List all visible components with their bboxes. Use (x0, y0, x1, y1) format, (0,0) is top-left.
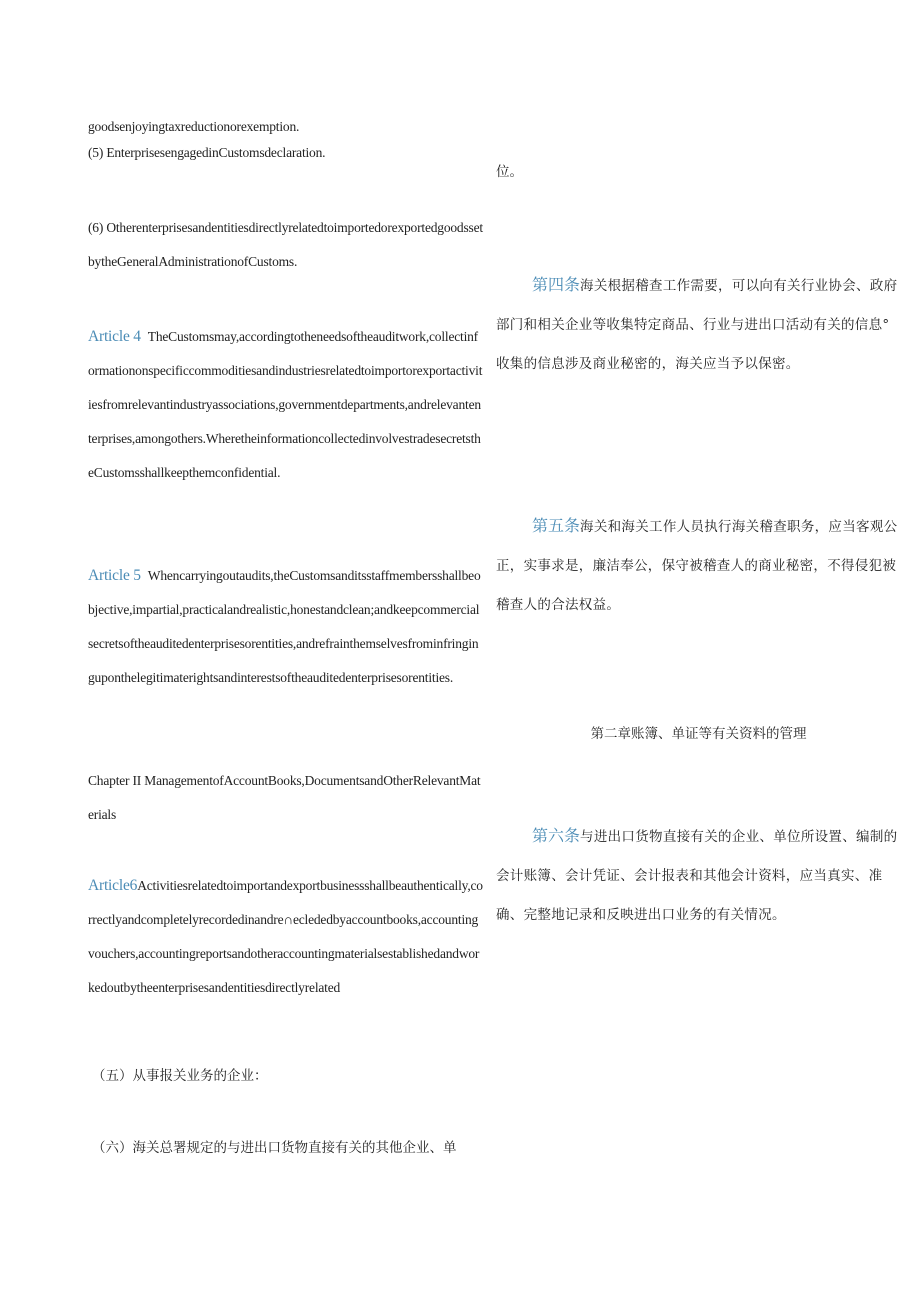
article-label: Article6 (88, 877, 138, 894)
article-text: TheCustomsmay,accordingtotheneedsoftheauditwork,collectinformationonspecificcommoditiesandindustriesrelatedtoimportorexportactivitiesfromrelevantindustryassociations,governmentdepartments,andrelevantenterprises,amongothers.WheretheinformationcollectedinvolvestradesecretstheCustomsshallkeepthemconfidential. (88, 329, 483, 480)
article-label: Article 5 (88, 567, 141, 584)
article-text: 海关和海关工作人员执行海关稽查职务，应当客观公正，实事求是，廉洁奉公，保守被稽查人的商业秘密，不得侵犯被稽查人的合法权益。 (496, 519, 898, 613)
article-text: Activitiesrelatedtoimportandexportbusinessshallbeauthentically,correctlyandcompletelyrecordedinandre∩eclededbyaccountbooks,accountingvouchers,accountingreportsandotheraccountingmaterialsestablishedandworkedoutbytheenterprisesandentitiesdirectlyrelated (88, 878, 483, 995)
chapter-heading-zh: 第二章账簿、单证等有关资料的管理 (590, 726, 807, 742)
zh-list-item-5: （五）从事报关业务的企业： (92, 1068, 268, 1084)
article-label: Article 4 (88, 328, 141, 345)
article-text: 与进出口货物直接有关的企业、单位所设置、编制的会计账簿、会计凭证、会计报表和其他会计资料，应当真实、准确、完整地记录和反映进出口业务的有关情况。 (496, 829, 898, 923)
text-line: goodsenjoyingtaxreductionorexemption. (88, 119, 300, 134)
continuation-text: 位。 (496, 164, 523, 180)
article-4-en (88, 320, 483, 490)
article-6-en (88, 869, 483, 1005)
article-5-zh (496, 506, 901, 625)
article-text: Whencarryingoutaudits,theCustomsanditsstaffmembersshallbeobjective,impartial,practicalandrealistic,honestandclean;andkeepcommercialsecretsoftheauditedenterprisesorentities,andrefrainthemselvesfrominfringinguponthelegitimaterightsandinterestsoftheauditedenterprisesorentities. (88, 568, 481, 685)
zh-list-item-6: （六）海关总署规定的与进出口货物直接有关的其他企业、单 (92, 1140, 457, 1156)
article-6-zh (496, 816, 901, 935)
article-text: 海关根据稽查工作需要，可以向有关行业协会、政府部门和相关企业等收集特定商品、行业与进出口活动有关的信息°收集的信息涉及商业秘密的，海关应当予以保密。 (496, 278, 898, 372)
article-label: 第四条 (532, 275, 581, 294)
article-label: 第五条 (532, 516, 581, 535)
article-5-en (88, 559, 483, 695)
list-item-5: (5) EnterprisesengagedinCustomsdeclaration. (88, 145, 326, 160)
chapter-heading-en: Chapter II ManagementofAccountBooks,DocumentsandOtherRelevantMaterials (88, 773, 481, 822)
list-item-6: (6) OtherenterprisesandentitiesdirectlyrelatedtoimportedorexportedgoodssetbytheGeneralAdministrationofCustoms. (88, 220, 483, 269)
article-label: 第六条 (532, 826, 581, 845)
article-4-zh (496, 265, 901, 384)
